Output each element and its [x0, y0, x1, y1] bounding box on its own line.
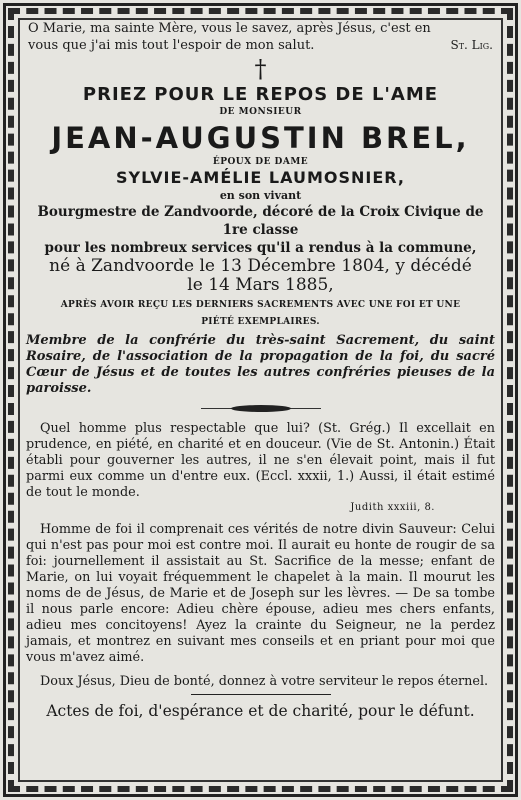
divider-ornament [231, 405, 291, 412]
epigraph-line-2-text: vous que j'ai mis tout l'espoir de mon salut. [28, 38, 315, 53]
sacraments-line-2: PIÉTÉ EXEMPLAIRES. [201, 317, 320, 327]
paragraph-faith: Homme de foi il comprenait ces vérités de notre divin Sauveur: Celui qui n'est pas pour moi est contre moi. Il aurait eu honte de rougir de sa foi: journellement il assistait au St. Sacrifice de la messe; enfant de Marie, on lui voyait fréquemment le chapelet à la main. Il mourut les noms de de Jésus, de Marie et de Joseph sur les lèvres. — De sa tombe il nous parle encore: Adieu chère épouse, adieu mes chers enfants, adieu mes concitoyens! Ayez la crainte du Seigneur, ne la perdez jamais, et montrez en suivant mes conseils et en priant pour moi que vous m'avez aimé. [26, 522, 495, 665]
birth-death-line-2: le 14 Mars 1885, [187, 275, 334, 295]
epigraph-attribution: St. Lig. [450, 38, 493, 52]
en-son-vivant: en son vivant [219, 189, 302, 202]
bourgmestre-line-1: Bourgmestre de Zandvoorde, décoré de la Croix Civique de 1re classe [37, 204, 484, 238]
ornamental-divider [26, 402, 495, 416]
prayer-heading: PRIEZ POUR LE REPOS DE L'AME [82, 84, 439, 105]
spouse-name: SYLVIE-AMÉLIE LAUMOSNIER, [116, 168, 405, 187]
epigraph [26, 20, 495, 54]
paragraph-prayer: Doux Jésus, Dieu de bonté, donnez à votre serviteur le repos éternel. [40, 674, 489, 689]
cross-icon: † [254, 55, 267, 83]
sacraments-line-1: APRÈS AVOIR REÇU LES DERNIERS SACREMENTS AVEC UNE FOI ET UNE [60, 300, 461, 310]
closing-line: Actes de foi, d'espérance et de charité, pour le défunt. [46, 702, 475, 720]
bourgmestre-line-2: pour les nombreux services qu'il a rendus à la commune, [44, 240, 477, 256]
card-content [26, 20, 495, 786]
separator-line [191, 694, 331, 695]
confraternity-membership: Membre de la confrérie du très-saint Sacrement, du saint Rosaire, de l'association de la propagation de la foi, du sacré Cœur de Jésus et de toutes les autres confréries pieuses de la paroisse. [26, 333, 495, 396]
de-monsieur: DE MONSIEUR [219, 107, 302, 117]
deceased-name: JEAN-AUGUSTIN BREL, [51, 121, 470, 155]
epigraph-line-1: O Marie, ma sainte Mère, vous le savez, après Jésus, c'est en [28, 21, 431, 36]
birth-death-line-1: né à Zandvoorde le 13 Décembre 1804, y décédé [49, 256, 472, 276]
reference-judith: Judith xxxiii, 8. [350, 502, 435, 513]
epigraph-line-2 [28, 37, 493, 54]
paragraph-virtues: Quel homme plus respectable que lui? (St. Grég.) Il excellait en prudence, en piété, en charité et en douceur. (Vie de St. Antonin.) Était établi pour gouverner les autres, il ne s'en élevait point, mais il fut parmi eux comme un d'entre eux. (Eccl. xxxii, 1.) Aussi, il était estimé de tout le monde. [26, 421, 495, 500]
epoux-de-dame: ÉPOUX DE DAME [212, 157, 309, 167]
